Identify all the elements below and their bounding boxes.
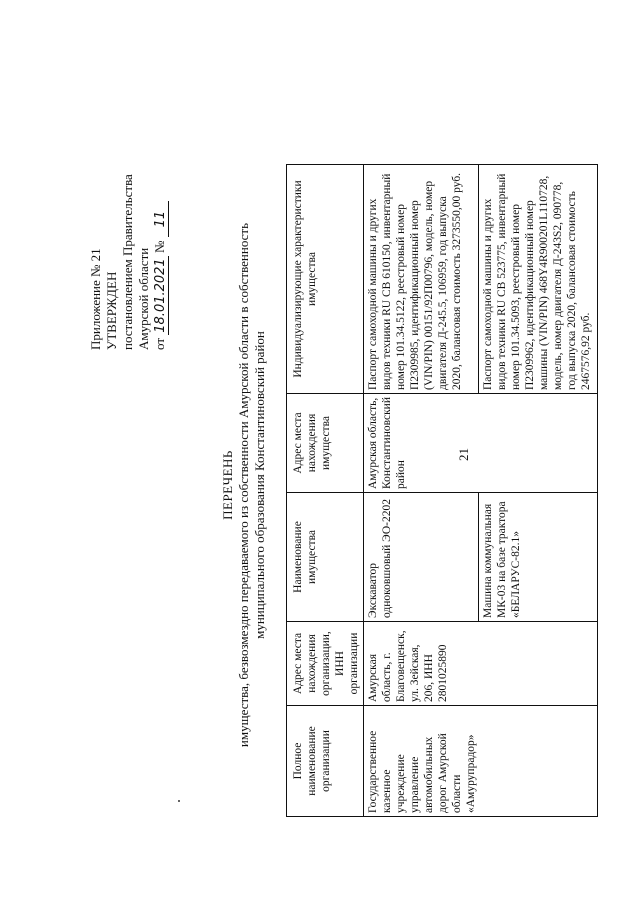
table-row — [364, 165, 479, 817]
column-header-characteristics: Индивидуализирующие характеристики имущества — [287, 165, 364, 394]
page-number: 21 — [456, 448, 471, 461]
approval-block — [88, 174, 169, 350]
number-prefix: № — [152, 240, 167, 254]
column-header-organization: Полное наименование организации — [287, 706, 364, 817]
org-address-cell: Амурская область, г. Благовещенск, ул. Зейская, 206, ИНН 2801025890 — [364, 622, 598, 706]
characteristics-cell: Паспорт самоходной машины и других видов техники RU CB 523775, инвентарный номер 101.34.5093, реестровый номер П2309962, идентификационный номер машины (VIN/PIN) 468Y4R900201L110728, модель, номер двигателя Д-243S2, 090778, год выпуска 2020, балансовая стоимость 2467576,92 руб. — [479, 165, 598, 394]
property-name-cell: Экскаватор одноковшовый ЭО-2202 — [364, 493, 479, 622]
document-subtitle-line-1: имущества, безвозмездно передаваемого из собственности Амурской области в собственность — [236, 222, 251, 748]
characteristics-cell: Паспорт самоходной машины и других видов техники RU CB 610150, инвентарный номер 101.34.5122, реестровый номер П2309985, идентификационный номер (VIN/PIN) 00151/92П00796, модель, номер двигателя Д-245.5, 106959, год выпуска 2020, балансовая стоимость 3273550,00 руб. — [364, 165, 479, 394]
column-header-property-location: Адрес места нахождения имущества — [287, 394, 364, 493]
scan-speck — [178, 800, 180, 802]
property-location-cell: Амурская область, Константиновский район — [364, 394, 598, 493]
table-header-row — [287, 165, 364, 817]
property-table — [286, 164, 598, 817]
date-number-line — [152, 174, 169, 350]
date-prefix: от — [152, 337, 167, 350]
region-label: Амурской области — [136, 247, 151, 350]
document-subtitle-line-2: муниципального образования Константиновский район — [252, 331, 267, 639]
handwritten-date: 18.01.2021 — [153, 258, 168, 333]
appendix-label: Приложение № 21 — [88, 248, 103, 350]
document-title: ПЕРЕЧЕНЬ — [220, 450, 235, 520]
handwritten-number: 11 — [153, 201, 169, 238]
document-heading — [220, 155, 268, 815]
approved-label: УТВЕРЖДЕН — [104, 271, 119, 350]
column-header-org-address: Адрес места нахождения организации, ИНН организации — [287, 622, 364, 706]
property-name-cell: Машина коммунальная МК-03 на базе трактора «БЕЛАРУС-82.1» — [479, 493, 598, 622]
column-header-property-name: Наименование имущества — [287, 493, 364, 622]
organization-cell: Государственное казенное учреждение управление автомобильных дорог Амурской области «Амурупрадор» — [364, 706, 598, 817]
resolution-label: постановлением Правительства — [120, 174, 135, 350]
